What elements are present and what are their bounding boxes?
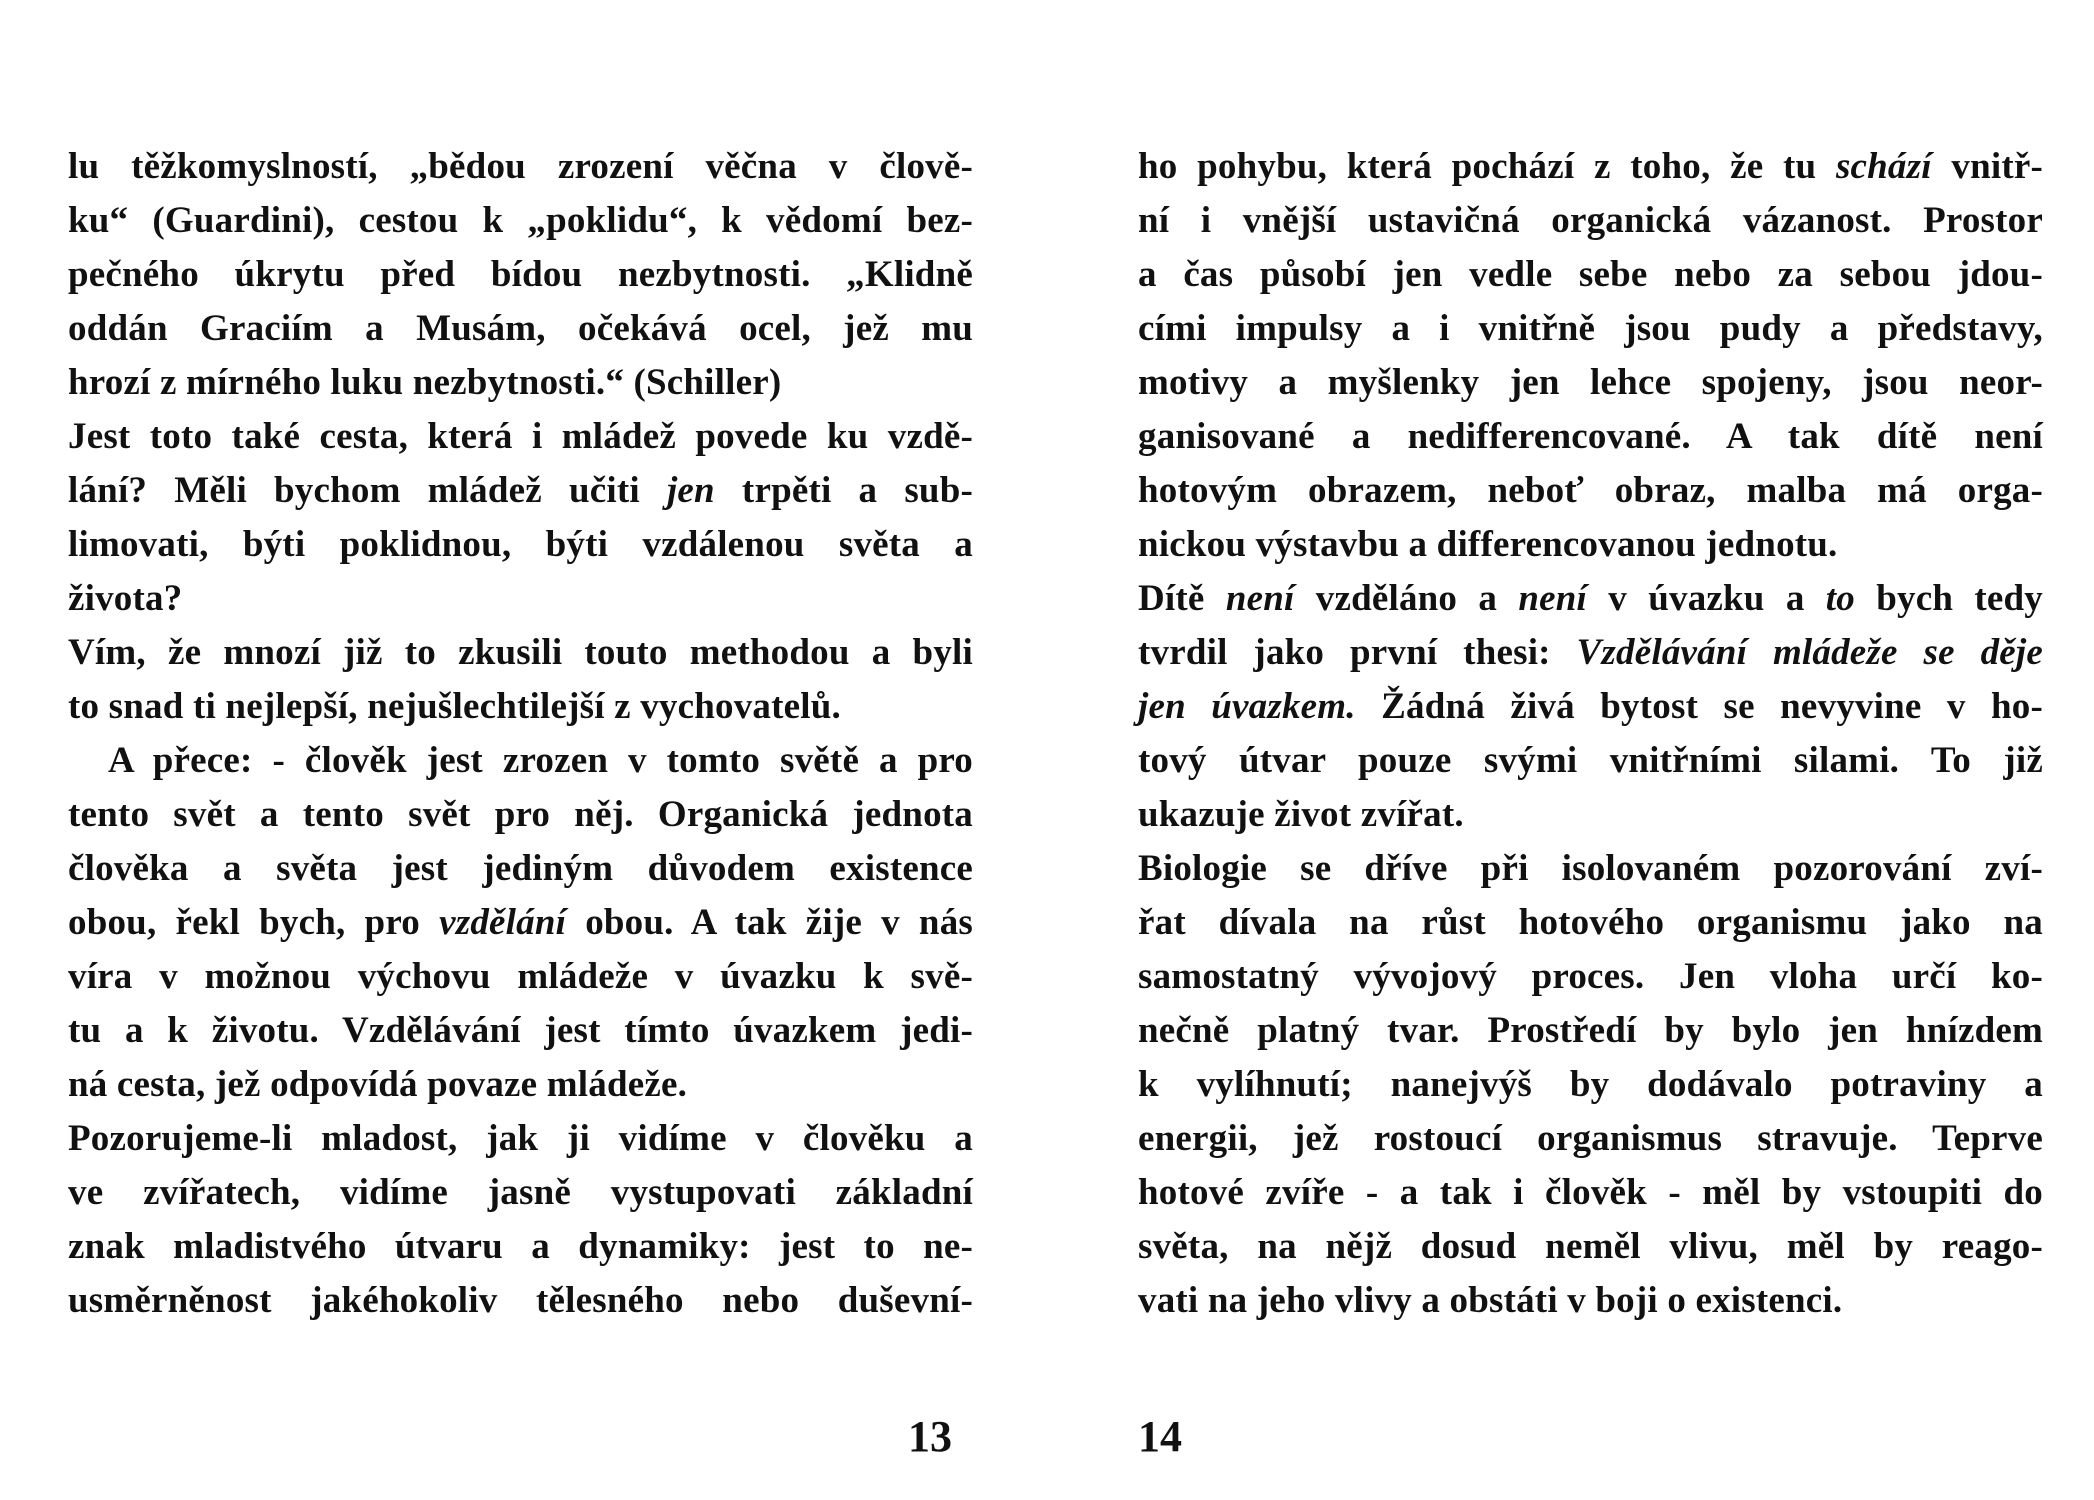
left-page-line	[68, 356, 973, 410]
text-segment: A přece: - člověk jest zrozen v tomto světě a pro	[108, 740, 973, 781]
right-page-line	[1138, 1112, 2043, 1166]
right-page-line	[1138, 626, 2043, 680]
text-segment: samostatný vývojový proces. Jen vloha určí ko-	[1138, 956, 2043, 997]
text-segment: obou. A tak žije v nás	[566, 902, 974, 943]
text-segment: tu a k životu. Vzdělávání jest tímto úvazkem jedi-	[68, 1010, 973, 1051]
text-segment: hrozí z mírného luku nezbytnosti.“ (Schiller)	[68, 362, 782, 403]
text-segment: trpěti a sub-	[714, 470, 974, 511]
left-page-line	[68, 140, 973, 194]
text-segment: lu těžkomyslností, „bědou zrození věčna v člově-	[68, 146, 973, 187]
right-page-line	[1138, 572, 2043, 626]
left-page-line	[68, 1166, 973, 1220]
right-page	[1138, 140, 2043, 1440]
text-segment: víra v možnou výchovu mládeže v úvazku k svě-	[68, 956, 973, 997]
left-page-line	[68, 194, 973, 248]
page-number-right: 14	[1138, 1412, 1182, 1461]
left-page-line	[68, 734, 973, 788]
text-segment: ho pohybu, která pochází z toho, že tu	[1138, 146, 1836, 187]
left-page-line	[68, 248, 973, 302]
right-page-line	[1138, 1274, 2043, 1328]
text-segment: Pozorujeme-li mladost, jak ji vidíme v člověku a	[68, 1118, 973, 1159]
text-segment: bych tedy	[1854, 578, 2043, 619]
left-page-line	[68, 572, 973, 626]
left-page-line	[68, 896, 973, 950]
left-page-line	[68, 1004, 973, 1058]
right-page-line	[1138, 356, 2043, 410]
left-page-line	[68, 788, 973, 842]
text-segment: vzděláno a	[1294, 578, 1519, 619]
right-page-line	[1138, 842, 2043, 896]
text-segment: vati na jeho vlivy a obstáti v boji o existenci.	[1138, 1280, 1843, 1321]
left-page-line	[68, 1220, 973, 1274]
right-page-line	[1138, 194, 2043, 248]
left-page-line	[68, 626, 973, 680]
text-segment: obou, řekl bych, pro	[68, 902, 440, 943]
text-segment: řat dívala na růst hotového organismu jako na	[1138, 902, 2043, 943]
right-page-line	[1138, 1166, 2043, 1220]
right-page-line	[1138, 1220, 2043, 1274]
text-segment: limovati, býti poklidnou, býti vzdálenou světa a	[68, 524, 973, 565]
text-segment: to snad ti nejlepší, nejušlechtilejší z vychovatelů.	[68, 686, 841, 727]
text-segment: a čas působí jen vedle sebe nebo za sebou jdou-	[1138, 254, 2043, 295]
text-segment: hotovým obrazem, neboť obraz, malba má orga-	[1138, 470, 2043, 511]
text-segment: Vím, že mnozí již to zkusili touto methodou a byli	[68, 632, 973, 673]
text-segment: Žádná živá bytost se nevyvine v ho-	[1355, 686, 2043, 727]
right-page-line	[1138, 734, 2043, 788]
text-segment: v úvazku a	[1587, 578, 1826, 619]
text-segment: tový útvar pouze svými vnitřními silami. To již	[1138, 740, 2043, 781]
right-page-line	[1138, 896, 2043, 950]
right-page-line	[1138, 464, 2043, 518]
right-page-line	[1138, 1004, 2043, 1058]
text-segment: k vylíhnutí; nanejvýš by dodávalo potraviny a	[1138, 1064, 2043, 1105]
left-page-line	[68, 410, 973, 464]
text-segment: ukazuje život zvířat.	[1138, 794, 1464, 835]
text-segment: hotové zvíře - a tak i člověk - měl by vstoupiti do	[1138, 1172, 2043, 1213]
text-segment: nickou výstavbu a differencovanou jednotu.	[1138, 524, 1838, 565]
left-page	[68, 140, 973, 1440]
text-segment: člověka a světa jest jediným důvodem existence	[68, 848, 973, 889]
left-page-line	[68, 464, 973, 518]
left-page-line	[68, 518, 973, 572]
text-segment: nečně platný tvar. Prostředí by bylo jen hnízdem	[1138, 1010, 2043, 1051]
italic-text: není	[1518, 578, 1588, 619]
right-page-line	[1138, 950, 2043, 1004]
italic-text: jen	[666, 470, 715, 511]
right-page-line	[1138, 788, 2043, 842]
text-segment: ganisované a nedifferencované. A tak dítě není	[1138, 416, 2043, 457]
left-page-line	[68, 1112, 973, 1166]
text-segment: tento svět a tento svět pro něj. Organická jednota	[68, 794, 973, 835]
text-segment: světa, na nějž dosud neměl vlivu, měl by reago-	[1138, 1226, 2043, 1267]
text-segment: ná cesta, jež odpovídá povaze mládeže.	[68, 1064, 688, 1105]
text-segment: Biologie se dříve při isolovaném pozorování zví-	[1138, 848, 2043, 889]
text-segment: pečného úkrytu před bídou nezbytnosti. „Klidně	[68, 254, 973, 295]
text-segment: vnitř-	[1931, 146, 2043, 187]
text-segment: usměrněnost jakéhokoliv tělesného nebo duševní-	[68, 1280, 973, 1321]
right-page-line	[1138, 410, 2043, 464]
right-page-line	[1138, 248, 2043, 302]
left-page-line	[68, 1058, 973, 1112]
right-page-line	[1138, 518, 2043, 572]
left-page-line	[68, 302, 973, 356]
italic-text: to	[1825, 578, 1855, 619]
text-segment: ní i vnější ustavičná organická vázanost. Prostor	[1138, 200, 2043, 241]
page-number-left: 13	[908, 1412, 952, 1461]
text-segment: lání? Měli bychom mládež učiti	[68, 470, 667, 511]
italic-text: Vzdělávání mládeže se děje	[1576, 632, 2043, 673]
text-segment: ku“ (Guardini), cestou k „poklidu“, k vědomí bez-	[68, 200, 973, 241]
text-segment: znak mladistvého útvaru a dynamiky: jest to ne-	[68, 1226, 973, 1267]
text-segment: Jest toto také cesta, která i mládež povede ku vzdě-	[68, 416, 973, 457]
text-segment: života?	[68, 578, 183, 619]
right-page-line	[1138, 680, 2043, 734]
text-segment: oddán Graciím a Musám, očekává ocel, jež mu	[68, 308, 973, 349]
text-segment: Dítě	[1138, 578, 1226, 619]
italic-text: jen úvazkem.	[1138, 686, 1356, 727]
text-segment: tvrdil jako první thesi:	[1138, 632, 1577, 673]
left-page-line	[68, 1274, 973, 1328]
text-segment: motivy a myšlenky jen lehce spojeny, jsou neor-	[1138, 362, 2043, 403]
text-segment: cími impulsy a i vnitřně jsou pudy a představy,	[1138, 308, 2043, 349]
left-page-line	[68, 842, 973, 896]
italic-text: schází	[1835, 146, 1932, 187]
italic-text: není	[1225, 578, 1295, 619]
right-page-line	[1138, 140, 2043, 194]
text-segment: ve zvířatech, vidíme jasně vystupovati základní	[68, 1172, 973, 1213]
right-page-line	[1138, 1058, 2043, 1112]
text-segment: energii, jež rostoucí organismus stravuje. Teprve	[1138, 1118, 2043, 1159]
italic-text: vzdělání	[439, 902, 567, 943]
right-page-line	[1138, 302, 2043, 356]
left-page-line	[68, 950, 973, 1004]
left-page-line	[68, 680, 973, 734]
